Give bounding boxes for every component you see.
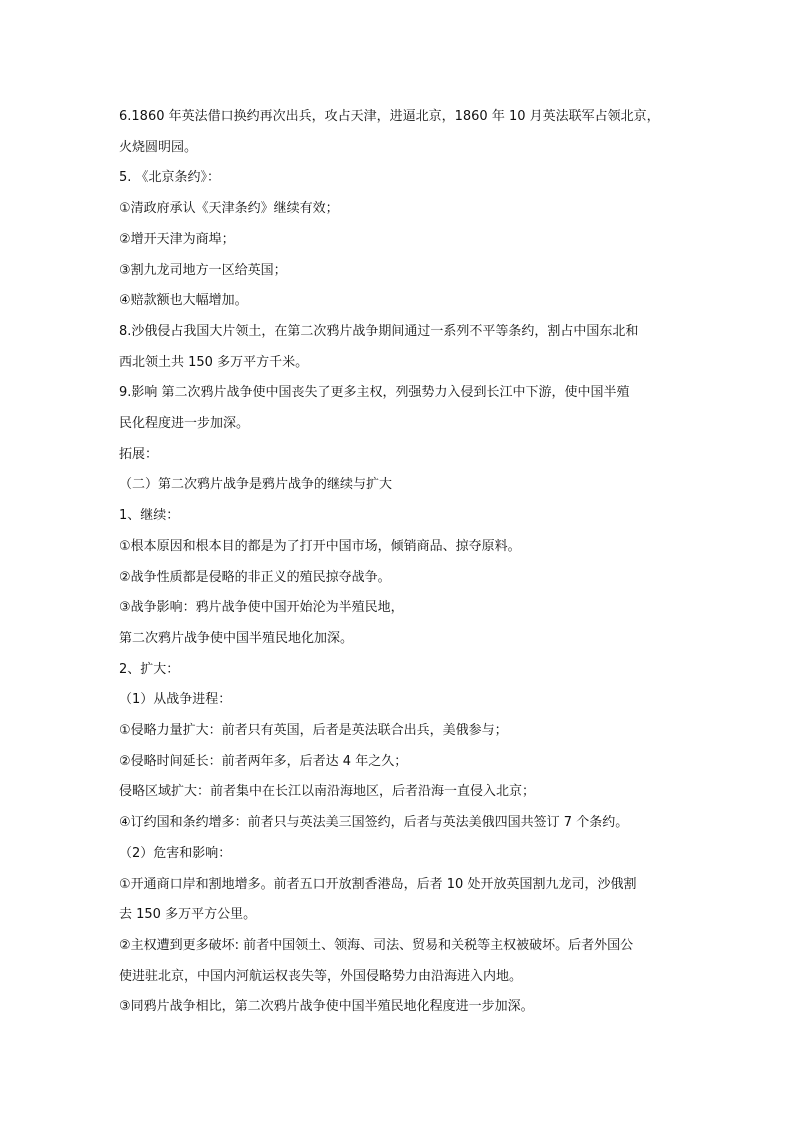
- text-line: （2）危害和影响：: [119, 845, 232, 861]
- text-line: 6.1860 年英法借口换约再次出兵，攻占天津，进逼北京，1860 年 10 月英法联军占领北京，: [119, 109, 660, 124]
- text-line: （二）第二次鸦片战争是鸦片战争的继续与扩大: [119, 477, 393, 493]
- text-line: 使进驻北京，中国内河航运权丧失等，外国侵略势力由沿海进入内地。: [119, 968, 523, 984]
- text-line: ④赔款额也大幅增加。: [119, 293, 248, 309]
- text-line: 5. 《北京条约》：: [119, 170, 221, 186]
- text-line: ②战争性质都是侵略的非正义的殖民掠夺战争。: [119, 569, 391, 585]
- text-line: ②主权遭到更多破坏: 前者中国领土、领海、司法、贸易和关税等主权被破坏。后者外国公: [119, 937, 634, 953]
- text-line: ①根本原因和根本目的都是为了打开中国市场，倾销商品、掠夺原料。: [119, 538, 521, 554]
- text-line: ③战争影响：鸦片战争使中国开始沦为半殖民地，: [119, 600, 404, 616]
- text-line: ②侵略时间延长：前者两年多，后者达 4 年之久；: [119, 753, 408, 769]
- text-line: ①清政府承认《天津条约》继续有效；: [119, 201, 339, 217]
- text-line: ③割九龙司地方一区给英国；: [119, 262, 287, 278]
- text-line: ①开通商口岸和割地增多。前者五口开放割香港岛，后者 10 处开放英国割九龙司，沙俄割: [119, 876, 637, 892]
- text-line: ②增开天津为商埠；: [119, 231, 235, 247]
- text-line: （1）从战争进程：: [119, 692, 232, 708]
- text-line: ①侵略力量扩大：前者只有英国，后者是英法联合出兵，美俄参与；: [119, 723, 508, 739]
- text-line: 去 150 多万平方公里。: [119, 907, 257, 923]
- text-line: ③同鸦片战争相比，第二次鸦片战争使中国半殖民地化程度进一步加深。: [119, 999, 534, 1015]
- text-line: ④订约国和条约增多：前者只与英法美三国签约，后者与英法美俄四国共签订 7 个条约。: [119, 815, 629, 831]
- text-line: 西北领土共 150 多万平方千米。: [119, 354, 309, 370]
- text-line: 8.沙俄侵占我国大片领土，在第二次鸦片战争期间通过一系列不平等条约，割占中国东北和: [119, 323, 639, 339]
- text-line: 火烧圆明园。: [119, 139, 198, 155]
- document-body: [119, 102, 679, 1023]
- text-line: 2、扩大：: [119, 661, 180, 677]
- text-line: 侵略区域扩大：前者集中在长江以南沿海地区，后者沿海一直侵入北京；: [119, 784, 536, 800]
- text-line: 1、继续：: [119, 508, 180, 524]
- text-line: 民化程度进一步加深。: [119, 416, 250, 432]
- text-line: 拓展：: [119, 446, 159, 462]
- text-line: 9.影响 第二次鸦片战争使中国丧失了更多主权，列强势力入侵到长江中下游，使中国半殖: [119, 385, 630, 401]
- text-line: 第二次鸦片战争使中国半殖民地化加深。: [119, 630, 354, 646]
